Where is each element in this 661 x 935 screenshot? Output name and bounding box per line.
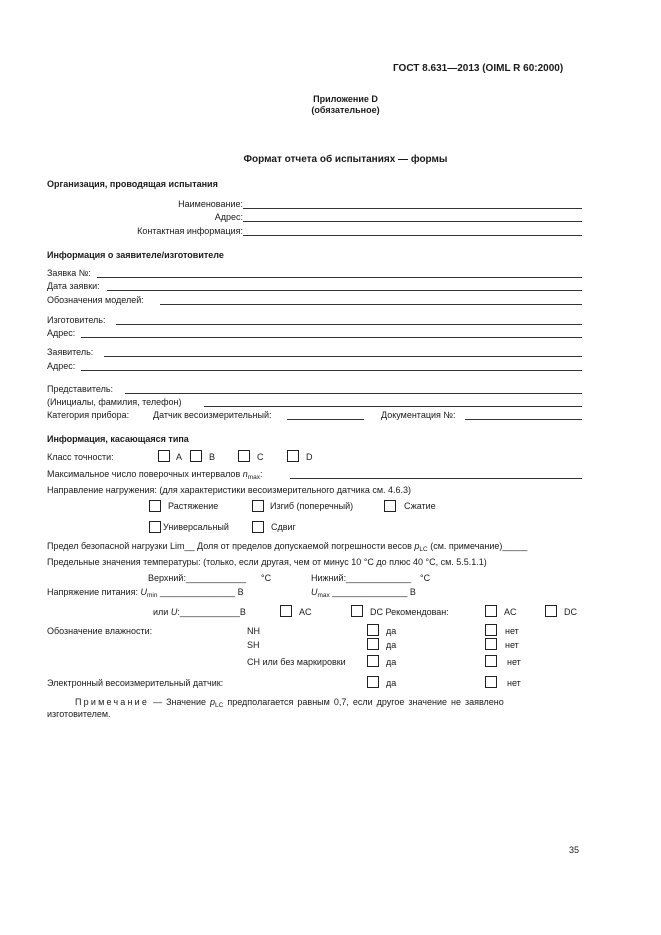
recommended-dc-checkbox[interactable] — [545, 605, 557, 617]
application-no-field[interactable] — [97, 277, 582, 278]
electronic-label: Электронный весоизмерительный датчик: — [47, 678, 224, 688]
sh-no-checkbox[interactable] — [485, 638, 497, 650]
applicant-label: Заявитель: — [47, 347, 94, 357]
recommended-dc-label: DC — [564, 607, 577, 617]
universal-label: Универсальный — [163, 522, 229, 532]
universal-checkbox[interactable] — [149, 521, 161, 533]
bending-checkbox[interactable] — [252, 500, 264, 512]
sensor-field[interactable] — [287, 419, 364, 420]
org-contact-label: Контактная информация: — [137, 226, 243, 236]
upper-celsius: °C — [261, 573, 272, 583]
application-date-label: Дата заявки: — [47, 281, 100, 291]
shear-label: Сдвиг — [271, 522, 296, 532]
representative-label: Представитель: — [47, 384, 114, 394]
dc-recommended-label: DC Рекомендован: — [370, 607, 449, 617]
nh-no-label: нет — [505, 626, 519, 636]
application-date-field[interactable] — [107, 290, 582, 291]
applicant-field[interactable] — [104, 356, 582, 357]
nh-no-checkbox[interactable] — [485, 624, 497, 636]
recommended-ac-label: AC — [504, 607, 517, 617]
ac-label: AC — [299, 607, 312, 617]
page-number: 35 — [569, 845, 580, 855]
class-d-checkbox[interactable] — [287, 450, 299, 462]
shear-checkbox[interactable] — [252, 521, 264, 533]
bending-label: Изгиб (поперечный) — [270, 501, 354, 511]
load-direction-label: Направление нагружения: (для характеристики весоизмерительного датчика см. 4.6.3) — [47, 485, 412, 495]
note-line-2: изготовителем. — [47, 709, 111, 719]
class-c-label: C — [257, 452, 264, 462]
ac-checkbox[interactable] — [280, 605, 292, 617]
compression-checkbox[interactable] — [384, 500, 396, 512]
standard-header: ГОСТ 8.631—2013 (OIML R 60:2000) — [393, 63, 564, 74]
org-name-field[interactable] — [243, 208, 582, 209]
models-label: Обозначения моделей: — [47, 295, 144, 305]
humidity-nh-label: NH — [247, 626, 260, 636]
manufacturer-address-field[interactable] — [81, 337, 582, 338]
application-no-label: Заявка №: — [47, 268, 91, 278]
class-b-label: B — [209, 452, 216, 462]
sh-yes-label: да — [386, 640, 397, 650]
compression-label: Сжатие — [404, 501, 436, 511]
class-d-label: D — [306, 452, 313, 462]
lower-temp-field[interactable]: Нижний:_____________ — [311, 573, 412, 583]
or-u-field[interactable]: или U:____________В — [153, 607, 246, 617]
form-title: Формат отчета об испытаниях — формы — [243, 154, 448, 165]
ch-no-checkbox[interactable] — [485, 655, 497, 667]
class-a-checkbox[interactable] — [158, 450, 170, 462]
temp-limits-label: Предельные значения температуры: (только, если другая, чем от минус 10 °C до плюс 40 °C, см. 5.5.1.1) — [47, 557, 487, 567]
org-name-label: Наименование: — [178, 199, 243, 209]
recommended-ac-checkbox[interactable] — [485, 605, 497, 617]
sh-no-label: нет — [505, 640, 519, 650]
safe-load-label: Предел безопасной нагрузки Lim__ Доля от пределов допускаемой погрешности весов $p_{LC}$ (см. примечание)_____ — [47, 541, 528, 553]
humidity-label: Обозначение влажности: — [47, 626, 153, 636]
appendix-subtitle: (обязательное) — [311, 105, 380, 115]
ch-yes-label: да — [386, 657, 397, 667]
upper-temp-field[interactable]: Верхний:____________ — [148, 573, 247, 583]
type-heading: Информация, касающаяся типа — [47, 434, 189, 444]
docs-label: Документация №: — [381, 410, 456, 420]
lower-celsius: °C — [420, 573, 431, 583]
manufacturer-field[interactable] — [116, 324, 582, 325]
note-line-1: Примечание — Значение $p_{LC}$ предполагается равным 0,7, если другое значение не заявлено — [75, 697, 504, 709]
class-a-label: A — [176, 452, 183, 462]
tension-checkbox[interactable] — [149, 500, 161, 512]
org-heading: Организация, проводящая испытания — [47, 179, 218, 189]
tension-label: Растяжение — [168, 501, 219, 511]
appendix-title: Приложение D — [313, 94, 378, 104]
class-b-checkbox[interactable] — [190, 450, 202, 462]
org-address-label: Адрес: — [214, 212, 243, 222]
nh-yes-label: да — [386, 626, 397, 636]
electronic-no-checkbox[interactable] — [485, 676, 497, 688]
humidity-ch-label: CH или без маркировки — [247, 657, 346, 667]
applicant-address-field[interactable] — [81, 370, 582, 371]
org-address-field[interactable] — [243, 221, 582, 222]
accuracy-class-label: Класс точности: — [47, 452, 114, 462]
dc-checkbox[interactable] — [351, 605, 363, 617]
models-field[interactable] — [160, 304, 582, 305]
ch-no-label: нет — [507, 657, 521, 667]
humidity-sh-label: SH — [247, 640, 260, 650]
voltage-label: Напряжение питания: $U_{min}$ _______________ В — [47, 587, 244, 599]
class-c-checkbox[interactable] — [238, 450, 250, 462]
nh-yes-checkbox[interactable] — [367, 624, 379, 636]
manufacturer-address-label: Адрес: — [47, 328, 76, 338]
max-intervals-label: Максимальное число поверочных интервалов $n_{max}$: — [47, 469, 263, 481]
sh-yes-checkbox[interactable] — [367, 638, 379, 650]
applicant-heading: Информация о заявителе/изготовителе — [47, 250, 224, 260]
manufacturer-label: Изготовитель: — [47, 315, 106, 325]
ch-yes-checkbox[interactable] — [367, 655, 379, 667]
electronic-no-label: нет — [507, 678, 521, 688]
initials-label: (Инициалы, фамилия, телефон) — [47, 397, 182, 407]
sensor-label: Датчик весоизмерительный: — [153, 410, 272, 420]
electronic-yes-checkbox[interactable] — [367, 676, 379, 688]
category-label: Категория прибора: — [47, 410, 130, 420]
applicant-address-label: Адрес: — [47, 361, 76, 371]
electronic-yes-label: да — [386, 678, 397, 688]
umax-field[interactable]: $U_{max}$ _______________ В — [311, 587, 416, 599]
max-intervals-field[interactable] — [290, 478, 582, 479]
representative-field[interactable] — [125, 393, 582, 394]
org-contact-field[interactable] — [243, 235, 582, 236]
initials-field[interactable] — [204, 406, 582, 407]
docs-field[interactable] — [465, 419, 582, 420]
